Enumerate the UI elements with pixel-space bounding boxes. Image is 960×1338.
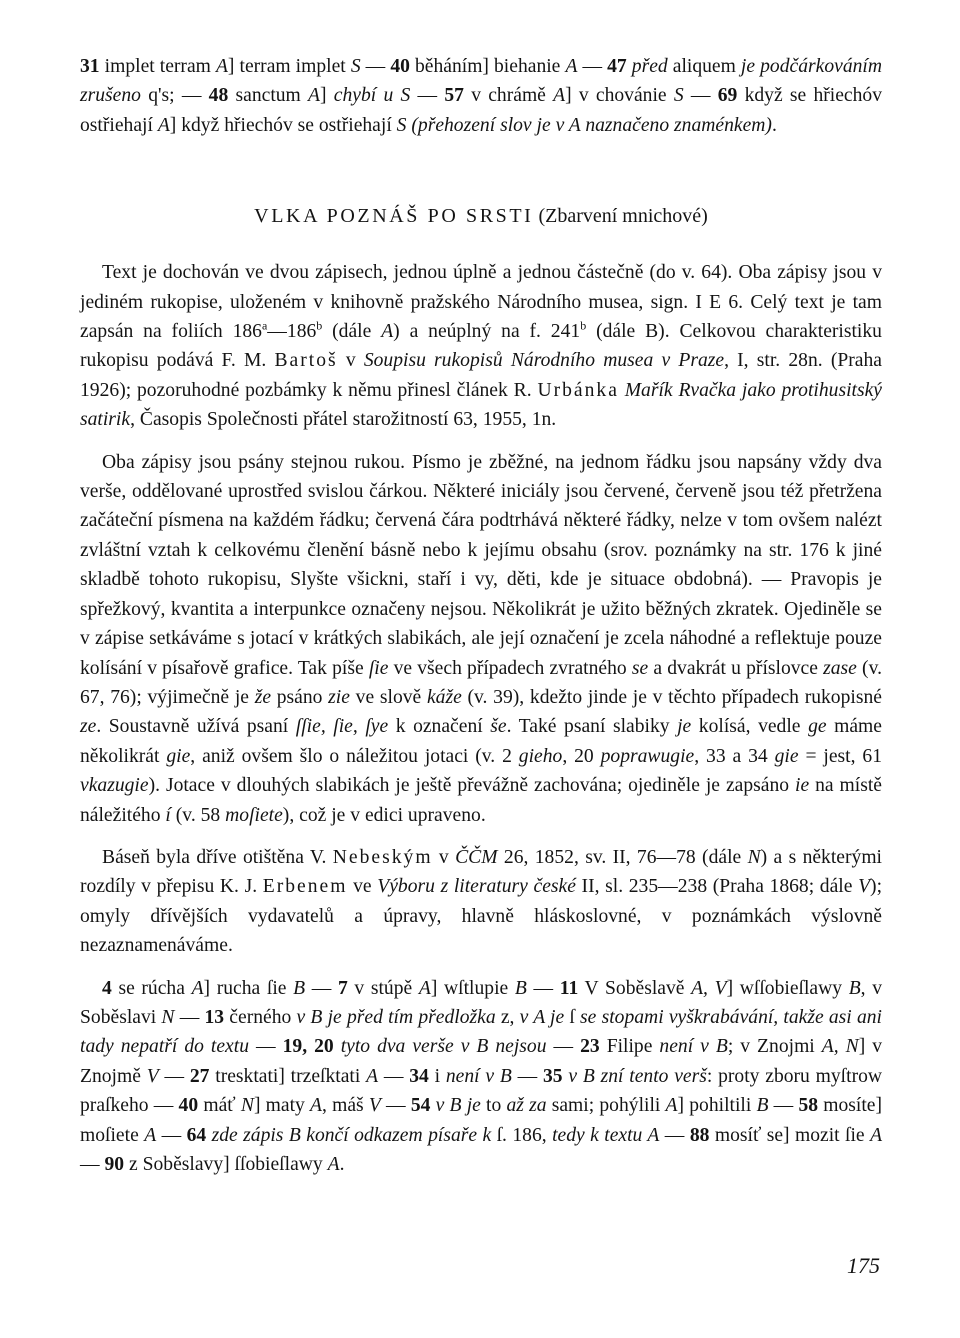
text-run: máme několikrát <box>80 716 882 767</box>
text-run: ſ. 186, <box>491 1124 553 1146</box>
critical-notes-bottom <box>80 974 882 1180</box>
text-run: Text je dochován ve dvou zápisech, jednou úplně a jednou částečně (do v. 64). Oba zápisy jsou v jediném rukopise, uloženém v knihovně pražského Národního musea, sign. I E 6. Celý text je tam zapsán na foliích 186 <box>80 262 882 343</box>
italic-text: B <box>293 977 306 999</box>
text-run: Báseň byla dříve otištěna V. <box>102 846 333 868</box>
italic-text: gie <box>774 745 799 767</box>
text-run: ) a s některými rozdíly v přepisu K. J. <box>80 846 883 898</box>
italic-text: V <box>858 876 871 898</box>
italic-text: A, V <box>691 977 727 999</box>
italic-text: Soupisu rukopisů Národního musea v Praze <box>363 350 725 372</box>
text-run: ve slově <box>349 686 427 708</box>
italic-text: A <box>381 321 394 343</box>
text-run: ), což je v edici upraveno. <box>282 804 486 826</box>
italic-text: gie <box>166 745 191 767</box>
text-run: ] pohiltili <box>677 1095 757 1117</box>
italic-text: B <box>848 977 861 999</box>
text-run: — <box>158 1065 190 1087</box>
page-number: 175 <box>847 1253 880 1278</box>
text-run: — <box>546 1036 581 1058</box>
italic-text: A <box>191 977 204 999</box>
italic-text: káže <box>426 686 462 708</box>
italic-text: A <box>310 1095 323 1117</box>
verse-number: 64 <box>186 1124 207 1146</box>
text-run: , 20 <box>562 745 601 767</box>
spaced-name: Bartoš <box>274 350 338 372</box>
text-run: ] rucha ſie <box>203 977 294 999</box>
italic-text: A <box>144 1124 157 1146</box>
italic-text: V <box>146 1065 159 1087</box>
verse-number: 31 <box>80 56 100 77</box>
text-run: —186 <box>267 321 317 343</box>
italic-text: není v B <box>445 1065 512 1087</box>
italic-text: v B zní tento verš <box>568 1065 707 1087</box>
text-run: — <box>577 56 608 77</box>
text-run: — <box>410 85 445 107</box>
spaced-name: Erbenem <box>262 876 348 898</box>
text-run: když se hřiechóv ostřiehají <box>80 85 882 136</box>
text-run: z Soběslavy] ſſobieſlawy <box>124 1154 328 1175</box>
verse-number: 13 <box>204 1006 225 1028</box>
text-run: — <box>378 1065 410 1087</box>
text-run: běháním] biehanie <box>409 56 566 77</box>
verse-number: 4 <box>102 977 112 999</box>
text-run: ve <box>347 876 378 898</box>
italic-text: že <box>254 686 272 708</box>
italic-text: Mařík Rvačka jako protihusitský satirik <box>80 379 882 431</box>
italic-text: zde zápis B končí odkazem písaře k <box>211 1124 492 1146</box>
text-run: ] wſſobieſlawy <box>726 977 849 999</box>
italic-text: před <box>631 56 668 77</box>
italic-text: ie <box>795 775 810 797</box>
italic-text: S (přehození slov je v A naznačeno znaménkem) <box>396 114 772 136</box>
italic-text: A <box>418 977 431 999</box>
text-run: ſ <box>564 1006 581 1028</box>
text-run: V Soběslavě <box>578 977 692 999</box>
italic-text: A <box>157 114 170 136</box>
italic-text: ſie <box>368 657 389 679</box>
text-run: ; v Znojmi <box>727 1036 822 1058</box>
italic-text: v A je <box>519 1006 565 1028</box>
italic-text: chybí u S <box>333 85 411 107</box>
italic-text: ge <box>808 716 827 738</box>
text-run: — <box>659 1124 690 1146</box>
italic-text: N <box>161 1006 175 1028</box>
italic-text: se <box>631 657 649 679</box>
text-run: . Také psaní slabiky <box>506 716 678 738</box>
verse-number: 47 <box>607 56 627 77</box>
italic-text: A <box>553 85 566 107</box>
text-run: mosíť se] mozit ſie <box>709 1124 871 1146</box>
italic-text: tedy k textu A <box>552 1124 660 1146</box>
text-run: , aniž ovšem šlo o náležitou jotaci (v. 2 <box>190 745 519 767</box>
text-run: = jest, 61 <box>798 745 882 767</box>
verse-number: 57 <box>444 85 464 107</box>
text-run <box>334 1036 341 1057</box>
text-run: ); omyly dřívějších vydavatelů a úpravy, hlavně hláskoslovné, v poznámkách výslovně nezaznamenáváme. <box>80 876 883 957</box>
italic-text: gieho <box>518 745 563 767</box>
italic-text: Výboru z literatury české <box>377 876 576 898</box>
text-run: — <box>526 977 560 999</box>
spaced-name: Nebeským <box>332 846 433 868</box>
verse-number: 48 <box>208 85 229 107</box>
verse-number: 40 <box>390 56 410 77</box>
italic-text: zie <box>328 686 350 708</box>
text-run: (v. 67, 76); výjimečně je <box>80 657 882 708</box>
text-run: — <box>768 1095 799 1117</box>
text-run: ] maty <box>253 1095 311 1117</box>
text-run: v chrámě <box>463 85 554 107</box>
text-run: — <box>305 977 338 999</box>
text-run: — <box>156 1124 187 1146</box>
text-run: — <box>380 1095 411 1117</box>
italic-text: vkazugie <box>80 775 149 797</box>
text-run: ] terram implet <box>227 56 351 77</box>
paragraph-manuscript <box>80 258 882 434</box>
italic-text: je <box>677 716 692 738</box>
verse-number: 69 <box>717 85 738 107</box>
spaced-name: Urbánka <box>537 379 619 401</box>
text-run: , 33 a 34 <box>694 745 775 767</box>
text-run: II, sl. 235—238 (Praha 1868; dále <box>575 876 859 898</box>
text-run: ) a neúplný na f. 241 <box>393 321 581 343</box>
italic-text: S <box>673 85 684 107</box>
italic-text: v B je před tím předložka <box>296 1006 496 1028</box>
text-run: — <box>511 1065 543 1087</box>
italic-text: zase <box>823 657 857 679</box>
text-run: se rúcha <box>111 977 192 999</box>
text-run: máť <box>198 1095 241 1117</box>
italic-text: není v B <box>659 1036 728 1058</box>
verse-number: 19, 20 <box>282 1036 334 1058</box>
text-run: . <box>771 114 777 136</box>
italic-text: V <box>368 1095 381 1117</box>
italic-text: B <box>756 1095 769 1117</box>
text-run: ] wſtlupie <box>430 977 515 999</box>
text-run: Filipe <box>599 1036 660 1058</box>
text-run: — <box>249 1036 283 1058</box>
text-run: — <box>360 56 391 77</box>
text-run: ve všech případech zvratného <box>388 657 632 679</box>
italic-text: se stopami vyškrabávání, takže asi ani tady nepatří do textu <box>80 1006 882 1058</box>
text-run: 26, 1852, sv. II, 76—78 (dále <box>497 846 748 868</box>
italic-text: poprawugie <box>600 745 695 767</box>
verse-number: 54 <box>410 1095 431 1117</box>
italic-text: tyto dva verše v B nejsou <box>340 1036 547 1058</box>
italic-text: í <box>165 804 171 826</box>
italic-text: A <box>308 85 321 107</box>
text-run: z, <box>495 1006 520 1028</box>
italic-text: až za <box>506 1095 547 1117</box>
verse-number: 7 <box>337 977 348 999</box>
italic-text: A <box>665 1095 678 1117</box>
text-run: ] v chovánie <box>565 85 674 107</box>
text-run: (dále B). Celkovou charakteristiku rukopisu podává F. M. <box>80 321 882 372</box>
italic-text: moſiete <box>225 804 283 826</box>
text-run: , Časopis Společnosti přátel starožitností 63, 1955, 1n. <box>130 409 557 431</box>
text-run: mosíte] moſiete <box>80 1095 883 1146</box>
paragraph-orthography <box>80 448 882 830</box>
verse-number: 90 <box>104 1154 125 1175</box>
text-run: psáno <box>271 686 329 708</box>
section-title: VLKA POZNÁŠ PO SRSTI <box>254 205 534 228</box>
italic-text: A <box>366 1065 379 1087</box>
text-run: ). Jotace v dlouhých slabikách je ještě převážně zachována; ojediněle je zapsáno <box>148 775 795 797</box>
verse-number: 40 <box>178 1095 199 1117</box>
text-run: v stúpě <box>347 977 419 999</box>
italic-text: A <box>565 56 578 77</box>
text-run: ] <box>320 85 334 107</box>
text-run: implet terram <box>99 56 216 77</box>
critical-notes-top <box>80 52 882 140</box>
text-run: a dvakrát u příslovce <box>648 657 824 679</box>
text-run: i <box>428 1065 446 1087</box>
italic-text: A <box>327 1154 340 1175</box>
text-run: tresktati] trzeſktati <box>209 1065 367 1087</box>
verse-number: 34 <box>409 1065 429 1087</box>
text-run: — <box>174 1006 205 1028</box>
text-run: sanctum <box>228 85 309 107</box>
text-run: . Soustavně užívá psaní <box>96 716 296 738</box>
italic-text: je podčárkováním zrušeno <box>80 56 883 107</box>
text-run: černého <box>224 1006 297 1028</box>
verse-number: 88 <box>689 1124 710 1146</box>
text-run: , máš <box>322 1095 369 1117</box>
verse-number: 35 <box>542 1065 563 1087</box>
text-run: , v Soběslavi <box>80 977 883 1028</box>
italic-text: N <box>747 846 761 868</box>
italic-text: A <box>870 1124 883 1146</box>
text-run: . <box>339 1154 345 1175</box>
verse-number: 58 <box>798 1095 819 1117</box>
text-run: — <box>80 1154 105 1175</box>
text-run: sami; pohýlili <box>546 1095 666 1117</box>
italic-text: ſſie, ſie, ſye <box>295 716 389 738</box>
verse-number: 11 <box>559 977 579 999</box>
text-run: (dále <box>322 321 382 343</box>
superscript: a <box>261 318 268 333</box>
text-run: Oba zápisy jsou psány stejnou rukou. Písmo je zběžné, na jednom řádku jsou napsány vždy dva verše, oddělované uprostřed svislou čárkou. Některé iniciály jsou červené, červeně jsou též přetržena začáteční písmena na každém řádku; červená čára podtrhává některé řádky, nelze v tom ovšem nalézt zvláštní vztah k celkovému členění básně nebo k jejímu obsahu (srov. poznámky na str. 176 k jiné skladbě tohoto rukopisu, Slyšte všickni, staří i vy, děti, kde je situace obdobná). — Pravopis je spřežkový, kvantita a interpunkce označeny nejsou. Několikrát je užito běžných zkratek. Ojediněle se v zápise setkáváme s jotací v krátkých slabikách, ale její označení je zcela náhodné a reflektuje pouze kolísání v písařově grafice. Tak píše <box>80 451 882 679</box>
italic-text: N <box>240 1095 254 1117</box>
text-run: kolísá, vedle <box>691 716 809 738</box>
verse-number: 23 <box>580 1036 600 1058</box>
text-run: (v. 58 <box>170 804 226 826</box>
superscript: b <box>580 318 587 333</box>
text-run: ] když hřiechóv se ostřiehají <box>169 114 397 136</box>
text-run: v <box>337 350 364 372</box>
verse-number: 27 <box>189 1065 210 1087</box>
superscript: b <box>316 318 323 333</box>
section-heading <box>80 202 882 231</box>
text-run: ] v Znojmě <box>80 1036 883 1087</box>
text-run: : proty zboru myſtrow praſkeho — <box>80 1065 883 1117</box>
italic-text: B <box>514 977 527 999</box>
text-run: q's; — <box>140 85 209 107</box>
italic-text: ze <box>80 716 97 738</box>
text-run: aliquem <box>667 56 741 77</box>
text-run: to <box>480 1095 507 1117</box>
page-body <box>80 52 882 1179</box>
text-run: k označení <box>388 716 491 738</box>
paragraph-editions <box>80 843 882 961</box>
italic-text: A <box>215 56 228 77</box>
text-run: na místě náležitého <box>80 775 882 826</box>
text-run: — <box>683 85 718 107</box>
text-run: (v. 39), kdežto jinde je v těchto případech rukopisné <box>461 686 882 708</box>
italic-text: še <box>490 716 507 738</box>
text-run: v <box>432 846 456 868</box>
italic-text: A, N <box>821 1036 859 1058</box>
text-run: , I, str. 28n. (Praha 1926); pozoruhodné pozbámky k němu přinesl článek R. <box>80 350 882 401</box>
section-subtitle: (Zbarvení mnichové) <box>538 205 708 228</box>
italic-text: v B je <box>435 1095 481 1117</box>
italic-text: S <box>350 56 361 77</box>
italic-text: ČČM <box>455 846 498 868</box>
